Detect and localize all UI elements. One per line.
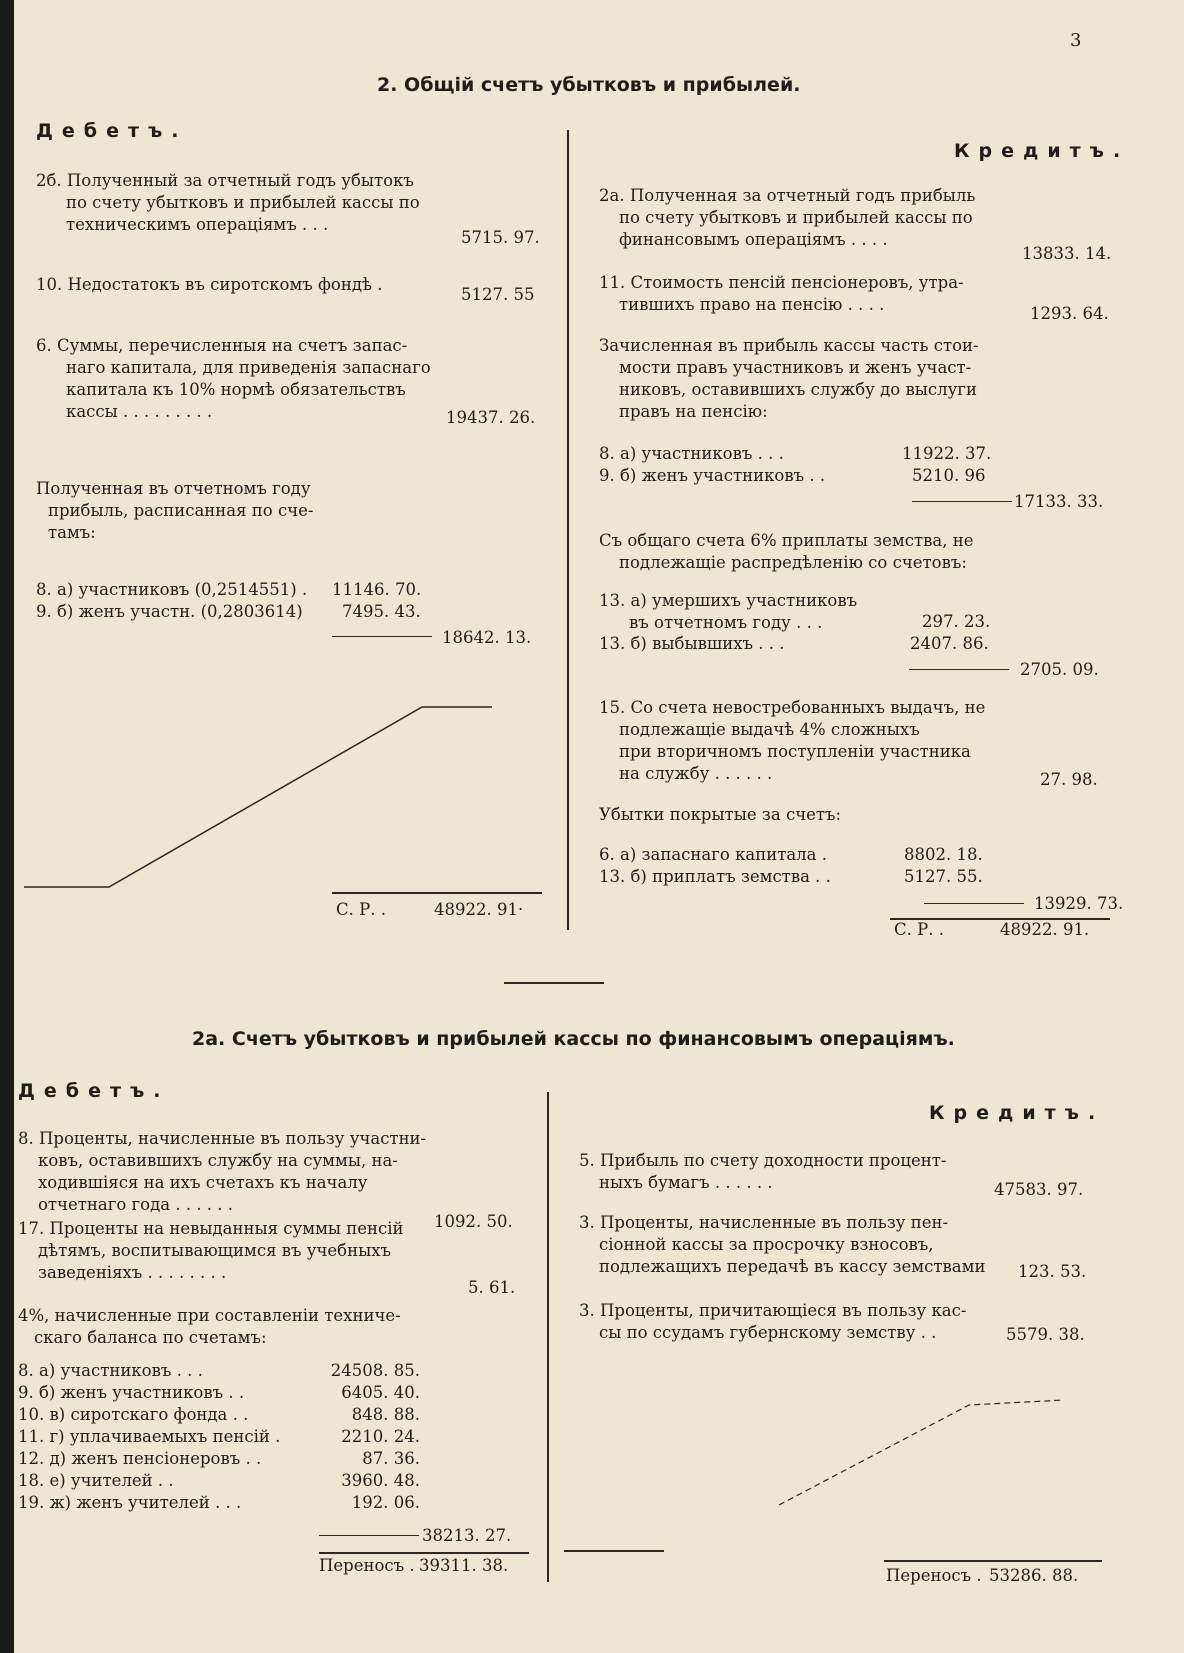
s2-debit-sub-4-value: 87. 36. [362, 1449, 420, 1468]
s1-credit-sub1-1-value: 5210. 96 [912, 466, 986, 485]
s1-credit-sub2-1-value: 2407. 86. [910, 634, 989, 653]
s1-debit-sub-1: 9. б) женъ участн. (0,2803614) [36, 602, 303, 621]
s2-debit-sub-3-value: 2210. 24. [341, 1427, 420, 1446]
s1-debit-sub-0-value: 11146. 70. [332, 580, 422, 599]
s2-debit-sub-0-value: 24508. 85. [330, 1361, 420, 1380]
s2-credit-item2-value: 123. 53. [1018, 1262, 1087, 1281]
s1-credit-sub2-0: 13. а) умершихъ участниковъ въ отчетномъ году . . . [599, 591, 858, 632]
s2-debit-item2: 17. Проценты на невыданныя суммы пенсій дѣтямъ, воспитывающимся въ учебныхъ заведеніяхъ . . . . . . . . [18, 1219, 404, 1282]
section2-debit-heading: Дебетъ. [18, 1080, 170, 1102]
page-number: 3 [1070, 30, 1082, 51]
s1-credit-total-label: С. Р. . [894, 920, 944, 939]
s2-debit-item3: 4%, начисленные при составленіи техниче- скаго баланса по счетамъ: [18, 1306, 401, 1347]
s1-credit-item1: 2а. Полученная за отчетный годъ прибыль по счету убытковъ и прибылей кассы по финансовымъ операціямъ . . . . [599, 186, 976, 249]
section1-credit-heading: Кредитъ. [954, 140, 1130, 162]
s2-debit-item2-value: 5. 61. [468, 1278, 516, 1297]
s2-debit-sub-2-value: 848. 88. [351, 1405, 420, 1424]
s1-credit-sub3-1: 13. б) приплатъ земства . . [599, 867, 831, 886]
s2-credit-item3: 3. Проценты, причитающіеся въ пользу кас- сы по ссудамъ губернскому земству . . [579, 1301, 967, 1342]
s1-credit-item4: Съ общаго счета 6% приплаты земства, не подлежащіе распредѣленію со счетовъ: [599, 531, 974, 572]
s2-debit-sub-3: 11. г) уплачиваемыхъ пенсій . [18, 1427, 281, 1446]
s1-credit-sub3-total: 13929. 73. [1034, 894, 1124, 913]
s1-debit-item1-value: 5715. 97. [461, 228, 540, 247]
s2-debit-sub-5-value: 3960. 48. [341, 1471, 420, 1490]
s1-credit-sub2-1: 13. б) выбывшихъ . . . [599, 634, 785, 653]
s2-credit-filler-line [779, 1400, 1064, 1505]
s1-credit-item5: 15. Со счета невостребованныхъ выдачъ, не подлежащіе выдачѣ 4% сложныхъ при вторичномъ поступленіи участника на службу . . . . . . [599, 698, 986, 783]
s1-debit-item1: 2б. Полученный за отчетный годъ убытокъ по счету убытковъ и прибылей кассы по техническимъ операціямъ . . . [36, 171, 420, 234]
s1-credit-sub2-total: 2705. 09. [1020, 660, 1099, 679]
s2-debit-sub-1-value: 6405. 40. [341, 1383, 420, 1402]
s1-debit-item2: 10. Недостатокъ въ сиротскомъ фондѣ . [36, 275, 383, 294]
s1-debit-item3-value: 19437. 26. [446, 408, 536, 427]
s2-debit-sub-6: 19. ж) женъ учителей . . . [18, 1493, 242, 1512]
s2-credit-item3-value: 5579. 38. [1006, 1325, 1085, 1344]
s1-credit-item5-value: 27. 98. [1040, 770, 1098, 789]
s1-debit-sub-1-value: 7495. 43. [342, 602, 421, 621]
s1-credit-item6: Убытки покрытые за счетъ: [599, 805, 842, 824]
document-page [14, 0, 1184, 1653]
s2-debit-sub-4: 12. д) женъ пенсіонеровъ . . [18, 1449, 262, 1468]
s2-debit-sub-total: 38213. 27. [422, 1526, 512, 1545]
s1-debit-sub-total: 18642. 13. [442, 628, 532, 647]
s1-credit-sub1-0: 8. а) участниковъ . . . [599, 444, 784, 463]
s1-credit-total-value: 48922. 91. [1000, 920, 1090, 939]
s1-credit-sub1-0-value: 11922. 37. [902, 444, 992, 463]
s1-credit-item3: Зачисленная въ прибыль кассы часть стои- мости правъ участниковъ и женъ участ- никовъ, оставившихъ службу до выслуги правъ на пенсію: [599, 336, 979, 421]
s1-debit-sub-0: 8. а) участниковъ (0,2514551) . [36, 580, 308, 599]
s1-credit-sub2-0-value: 297. 23. [922, 612, 991, 631]
s1-credit-sub3-0: 6. а) запаснаго капитала . [599, 845, 827, 864]
s2-debit-sub-6-value: 192. 06. [351, 1493, 420, 1512]
section2-title: 2а. Счетъ убытковъ и прибылей кассы по финансовымъ операціямъ. [192, 1028, 955, 1050]
section1-title: 2. Общій счетъ убытковъ и прибылей. [377, 74, 801, 96]
s2-credit-item1: 5. Прибыль по счету доходности процент- ныхъ бумагъ . . . . . . [579, 1151, 947, 1192]
s1-debit-item4: Полученная въ отчетномъ году прибыль, расписанная по сче- тамъ: [36, 479, 314, 542]
s2-debit-sub-2: 10. в) сиротскаго фонда . . [18, 1405, 249, 1424]
s2-credit-carry-label: Переносъ . [886, 1566, 982, 1585]
s1-credit-sub1-1: 9. б) женъ участниковъ . . [599, 466, 826, 485]
s2-debit-carry-label: Переносъ . [319, 1556, 415, 1575]
s2-debit-sub-1: 9. б) женъ участниковъ . . [18, 1383, 245, 1402]
s1-debit-total-label: С. Р. . [336, 900, 386, 919]
s2-debit-carry-value: 39311. 38. [419, 1556, 509, 1575]
s1-credit-item2: 11. Стоимость пенсій пенсіонеровъ, утра- тившихъ право на пенсію . . . . [599, 273, 964, 314]
s1-credit-sub3-1-value: 5127. 55. [904, 867, 983, 886]
s2-debit-item1-value: 1092. 50. [434, 1212, 513, 1231]
s1-credit-item1-value: 13833. 14. [1022, 244, 1112, 263]
s2-debit-sub-0: 8. а) участниковъ . . . [18, 1361, 203, 1380]
section2-credit-heading: Кредитъ. [929, 1102, 1105, 1124]
s1-debit-item2-value: 5127. 55 [461, 285, 535, 304]
s2-debit-sub-5: 18. е) учителей . . [18, 1471, 174, 1490]
s1-credit-sub1-total: 17133. 33. [1014, 492, 1104, 511]
s1-credit-item2-value: 1293. 64. [1030, 304, 1109, 323]
s1-debit-item3: 6. Суммы, перечисленныя на счетъ запас- наго капитала, для приведенія запаснаго капитала къ 10% нормѣ обязательствъ кассы . . . . . . . . . [36, 336, 431, 421]
s2-credit-carry-value: 53286. 88. [989, 1566, 1079, 1585]
s2-debit-item1: 8. Проценты, начисленные въ пользу участни- ковъ, оставившихъ службу на суммы, на- ходившіяся на ихъ счетахъ къ началу отчетнаго года . . . . . . [18, 1129, 427, 1214]
filler-lines [14, 0, 1184, 1653]
s2-credit-item2: 3. Проценты, начисленные въ пользу пен- сіонной кассы за просрочку взносовъ, подлежащихъ передачѣ въ кассу земствами [579, 1213, 986, 1276]
s2-credit-item1-value: 47583. 97. [994, 1180, 1084, 1199]
s1-debit-filler-line [24, 707, 492, 887]
s1-credit-sub3-0-value: 8802. 18. [904, 845, 983, 864]
section1-debit-heading: Дебетъ. [36, 120, 188, 142]
s1-debit-total-value: 48922. 91· [434, 900, 524, 919]
